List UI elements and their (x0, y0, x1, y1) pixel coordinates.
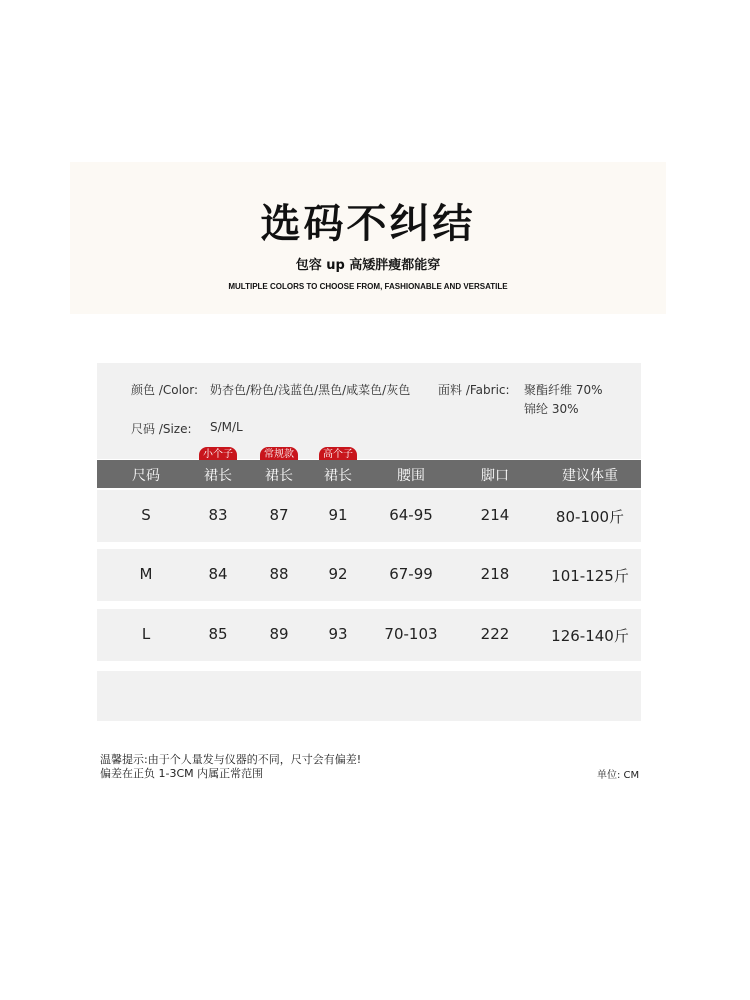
fabric-label: 面料 /Fabric: (438, 383, 510, 397)
header-size: 尺码 (132, 468, 160, 484)
header-weight: 建议体重 (562, 468, 618, 484)
hero-subtitle: 包容 up 高矮胖瘦都能穿 (295, 258, 441, 273)
tag-petite: 小个子 (199, 447, 237, 462)
cell-hem: 214 (480, 506, 510, 524)
header-skirt-length-tall: 裙长 (324, 468, 352, 484)
cell-skirt-length-petite: 85 (208, 625, 228, 643)
cell-waist: 70-103 (384, 625, 438, 643)
cell-waist: 64-95 (389, 506, 433, 524)
color-value: 奶杏色/粉色/浅蓝色/黑色/咸菜色/灰色 (210, 383, 411, 397)
header-skirt-length-regular: 裙长 (265, 468, 293, 484)
hero-title: 选码不纠结 (260, 201, 476, 247)
unit-label: 单位: CM (597, 770, 640, 781)
header-skirt-length-petite: 裙长 (204, 468, 232, 484)
header-hem: 脚口 (481, 468, 509, 484)
header-waist: 腰围 (397, 468, 425, 484)
cell-skirt-length-regular: 87 (269, 506, 289, 524)
cell-skirt-length-petite: 83 (208, 506, 228, 524)
cell-hem: 218 (480, 565, 510, 583)
hero-banner (70, 162, 666, 314)
cell-skirt-length-tall: 92 (328, 565, 348, 583)
note-line-2: 偏差在正负 1-3CM 内属正常范围 (100, 767, 264, 780)
cell-skirt-length-regular: 88 (269, 565, 289, 583)
table-row (97, 549, 641, 601)
fabric-value-2: 锦纶 30% (524, 402, 579, 416)
table-row (97, 609, 641, 661)
size-value: S/M/L (210, 420, 243, 434)
cell-size: L (141, 625, 151, 643)
cell-skirt-length-regular: 89 (269, 625, 289, 643)
cell-weight: 101-125斤 (551, 567, 629, 585)
size-table-header (97, 460, 641, 488)
table-row (97, 490, 641, 542)
product-info-panel (97, 363, 641, 459)
size-label: 尺码 /Size: (131, 422, 192, 436)
cell-weight: 80-100斤 (555, 508, 625, 526)
cell-weight: 126-140斤 (551, 627, 629, 645)
note-line-1: 温馨提示:由于个人量发与仪器的不同，尺寸会有偏差! (100, 753, 362, 766)
cell-size: M (139, 565, 153, 583)
tag-regular: 常规款 (260, 447, 298, 462)
cell-size: S (141, 506, 151, 524)
cell-skirt-length-petite: 84 (208, 565, 228, 583)
tag-tall: 高个子 (319, 447, 357, 462)
color-label: 颜色 /Color: (131, 383, 199, 397)
hero-english-tagline: MULTIPLE COLORS TO CHOOSE FROM, FASHIONABLE AND VERSATILE (228, 282, 508, 291)
fabric-value-1: 聚酯纤维 70% (524, 383, 603, 397)
cell-skirt-length-tall: 93 (328, 625, 348, 643)
cell-skirt-length-tall: 91 (328, 506, 348, 524)
cell-hem: 222 (480, 625, 510, 643)
cell-waist: 67-99 (389, 565, 433, 583)
empty-table-row (97, 671, 641, 721)
